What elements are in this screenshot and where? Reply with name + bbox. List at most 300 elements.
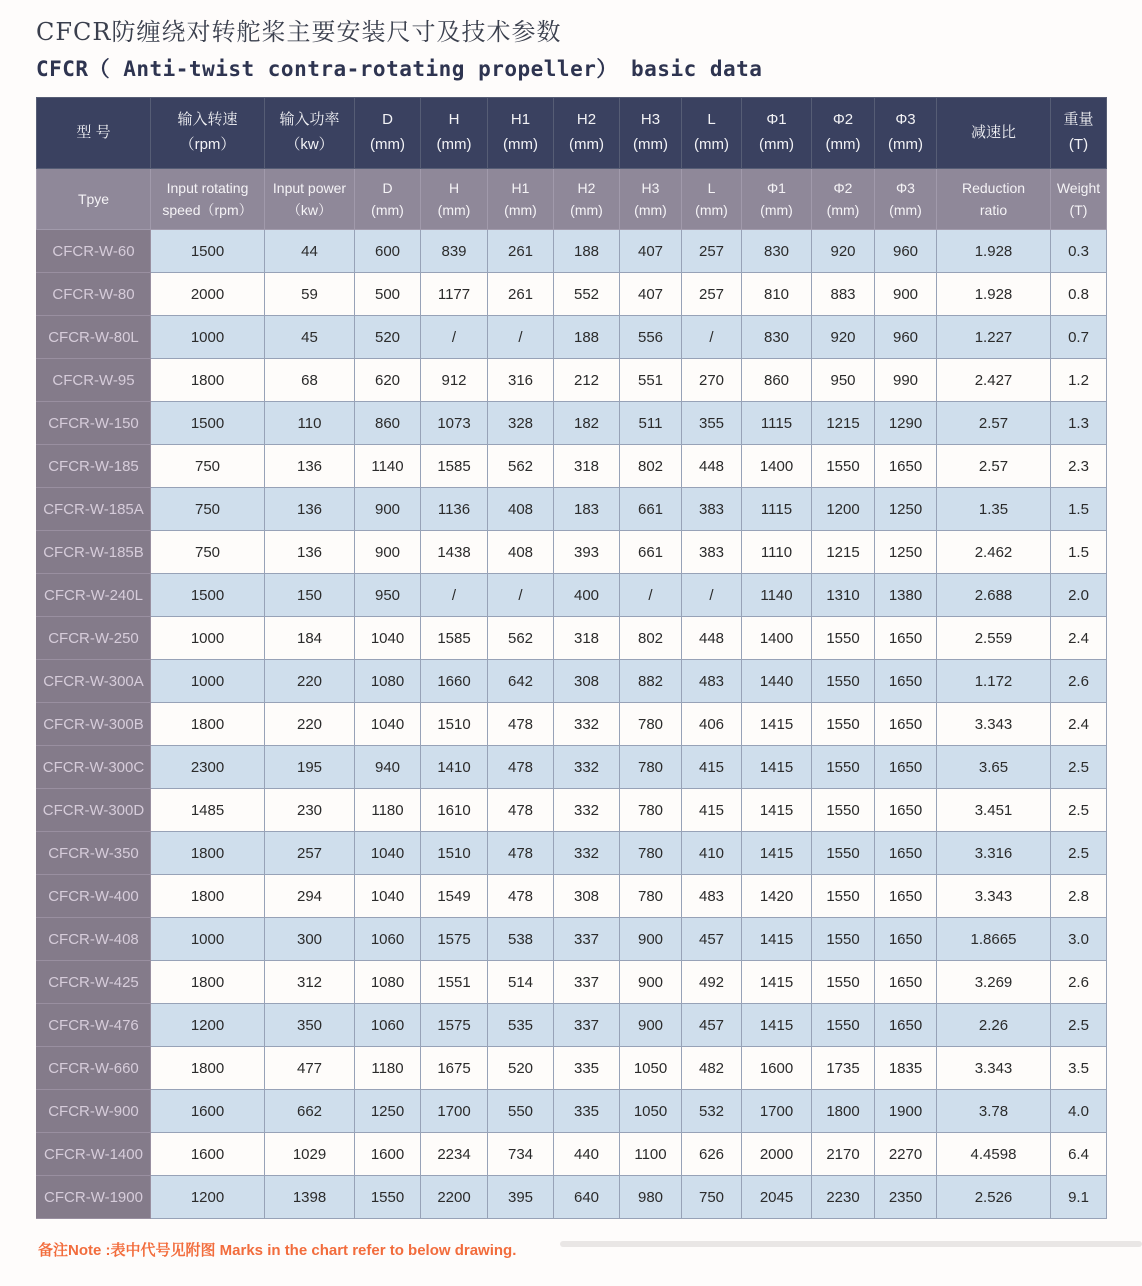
- value-cell: 1550: [812, 961, 875, 1004]
- value-cell: 1650: [875, 660, 937, 703]
- value-cell: 2.427: [937, 359, 1051, 402]
- value-cell: 261: [488, 230, 554, 273]
- value-cell: 1000: [151, 918, 265, 961]
- value-cell: 1440: [742, 660, 812, 703]
- value-cell: 562: [488, 617, 554, 660]
- value-cell: 1000: [151, 617, 265, 660]
- value-cell: 1500: [151, 402, 265, 445]
- value-cell: 1585: [421, 445, 488, 488]
- value-cell: 308: [554, 875, 620, 918]
- value-cell: 294: [265, 875, 355, 918]
- value-cell: 383: [682, 531, 742, 574]
- value-cell: 407: [620, 230, 682, 273]
- value-cell: 1029: [265, 1133, 355, 1176]
- value-cell: 1550: [812, 660, 875, 703]
- value-cell: 300: [265, 918, 355, 961]
- value-cell: 556: [620, 316, 682, 359]
- table-row: [37, 918, 1107, 961]
- value-cell: 492: [682, 961, 742, 1004]
- value-cell: 1415: [742, 832, 812, 875]
- table-row: [37, 488, 1107, 531]
- value-cell: 1180: [355, 789, 421, 832]
- value-cell: 183: [554, 488, 620, 531]
- value-cell: 1400: [742, 617, 812, 660]
- value-cell: 1600: [742, 1047, 812, 1090]
- value-cell: 1610: [421, 789, 488, 832]
- value-cell: 1073: [421, 402, 488, 445]
- value-cell: 318: [554, 617, 620, 660]
- value-cell: 661: [620, 531, 682, 574]
- value-cell: 1415: [742, 703, 812, 746]
- value-cell: 270: [682, 359, 742, 402]
- value-cell: 1660: [421, 660, 488, 703]
- value-cell: 2000: [151, 273, 265, 316]
- value-cell: 6.4: [1051, 1133, 1107, 1176]
- table-row: [37, 402, 1107, 445]
- value-cell: 1140: [742, 574, 812, 617]
- value-cell: 2.4: [1051, 703, 1107, 746]
- value-cell: 335: [554, 1047, 620, 1090]
- value-cell: 1650: [875, 746, 937, 789]
- value-cell: 860: [355, 402, 421, 445]
- value-cell: 1000: [151, 660, 265, 703]
- header-row-cn: [37, 98, 1107, 169]
- model-cell: CFCR-W-95: [37, 359, 151, 402]
- column-header-cn-2: 输入功率 （kw）: [265, 98, 355, 169]
- value-cell: 1800: [151, 703, 265, 746]
- value-cell: 2170: [812, 1133, 875, 1176]
- column-header-cn-13: 重量 (T): [1051, 98, 1107, 169]
- value-cell: 395: [488, 1176, 554, 1219]
- value-cell: 551: [620, 359, 682, 402]
- table-header: [37, 98, 1107, 230]
- value-cell: 538: [488, 918, 554, 961]
- value-cell: 2.6: [1051, 961, 1107, 1004]
- column-header-en-5: H1 (mm): [488, 169, 554, 230]
- page-title-english: CFCR（ Anti-twist contra-rotating propeller） basic data: [36, 57, 763, 81]
- value-cell: 1485: [151, 789, 265, 832]
- model-cell: CFCR-W-408: [37, 918, 151, 961]
- value-cell: 2.4: [1051, 617, 1107, 660]
- model-cell: CFCR-W-60: [37, 230, 151, 273]
- value-cell: 1800: [151, 961, 265, 1004]
- table-row: [37, 316, 1107, 359]
- model-cell: CFCR-W-80: [37, 273, 151, 316]
- value-cell: 3.343: [937, 1047, 1051, 1090]
- value-cell: 1415: [742, 1004, 812, 1047]
- value-cell: 2200: [421, 1176, 488, 1219]
- value-cell: 2300: [151, 746, 265, 789]
- column-header-en-9: Φ1 (mm): [742, 169, 812, 230]
- value-cell: 482: [682, 1047, 742, 1090]
- value-cell: 1500: [151, 230, 265, 273]
- value-cell: 1140: [355, 445, 421, 488]
- value-cell: 552: [554, 273, 620, 316]
- column-header-cn-5: H1 (mm): [488, 98, 554, 169]
- value-cell: 1600: [151, 1133, 265, 1176]
- value-cell: 1800: [151, 1047, 265, 1090]
- value-cell: 1200: [812, 488, 875, 531]
- value-cell: 408: [488, 488, 554, 531]
- value-cell: 337: [554, 961, 620, 1004]
- value-cell: /: [488, 316, 554, 359]
- value-cell: 900: [355, 531, 421, 574]
- table-row: [37, 832, 1107, 875]
- value-cell: 2.5: [1051, 1004, 1107, 1047]
- value-cell: 830: [742, 316, 812, 359]
- value-cell: 802: [620, 617, 682, 660]
- value-cell: 393: [554, 531, 620, 574]
- value-cell: 734: [488, 1133, 554, 1176]
- column-header-en-7: H3 (mm): [620, 169, 682, 230]
- value-cell: 440: [554, 1133, 620, 1176]
- table-row: [37, 789, 1107, 832]
- value-cell: 2.5: [1051, 832, 1107, 875]
- value-cell: 1735: [812, 1047, 875, 1090]
- value-cell: 1250: [875, 488, 937, 531]
- value-cell: 9.1: [1051, 1176, 1107, 1219]
- value-cell: 2.5: [1051, 789, 1107, 832]
- column-header-cn-6: H2 (mm): [554, 98, 620, 169]
- value-cell: 1415: [742, 961, 812, 1004]
- value-cell: 780: [620, 746, 682, 789]
- value-cell: 1800: [151, 832, 265, 875]
- value-cell: 2045: [742, 1176, 812, 1219]
- model-cell: CFCR-W-300A: [37, 660, 151, 703]
- value-cell: 2.3: [1051, 445, 1107, 488]
- value-cell: 1380: [875, 574, 937, 617]
- table-row: [37, 1133, 1107, 1176]
- column-header-cn-9: Φ1 (mm): [742, 98, 812, 169]
- value-cell: 1177: [421, 273, 488, 316]
- value-cell: 2.6: [1051, 660, 1107, 703]
- value-cell: 780: [620, 832, 682, 875]
- column-header-en-8: L (mm): [682, 169, 742, 230]
- value-cell: 337: [554, 918, 620, 961]
- value-cell: 478: [488, 875, 554, 918]
- value-cell: 1550: [812, 445, 875, 488]
- value-cell: 415: [682, 789, 742, 832]
- value-cell: 257: [265, 832, 355, 875]
- value-cell: 1215: [812, 402, 875, 445]
- value-cell: 1550: [812, 832, 875, 875]
- value-cell: 2.26: [937, 1004, 1051, 1047]
- value-cell: 1250: [875, 531, 937, 574]
- column-header-cn-1: 输入转速 （rpm）: [151, 98, 265, 169]
- table-row: [37, 1176, 1107, 1219]
- column-header-en-13: Weight (T): [1051, 169, 1107, 230]
- value-cell: 1060: [355, 1004, 421, 1047]
- model-cell: CFCR-W-425: [37, 961, 151, 1004]
- table-row: [37, 875, 1107, 918]
- value-cell: 415: [682, 746, 742, 789]
- model-cell: CFCR-W-476: [37, 1004, 151, 1047]
- value-cell: 136: [265, 488, 355, 531]
- value-cell: 1000: [151, 316, 265, 359]
- value-cell: 0.3: [1051, 230, 1107, 273]
- value-cell: 1575: [421, 1004, 488, 1047]
- value-cell: 1110: [742, 531, 812, 574]
- value-cell: 448: [682, 617, 742, 660]
- value-cell: 1060: [355, 918, 421, 961]
- value-cell: 478: [488, 789, 554, 832]
- value-cell: 4.0: [1051, 1090, 1107, 1133]
- value-cell: 400: [554, 574, 620, 617]
- value-cell: 1700: [421, 1090, 488, 1133]
- value-cell: 332: [554, 832, 620, 875]
- value-cell: /: [620, 574, 682, 617]
- next-section-edge: [560, 1241, 1142, 1247]
- value-cell: /: [488, 574, 554, 617]
- column-header-en-10: Φ2 (mm): [812, 169, 875, 230]
- value-cell: 1900: [875, 1090, 937, 1133]
- value-cell: 1080: [355, 961, 421, 1004]
- column-header-cn-7: H3 (mm): [620, 98, 682, 169]
- value-cell: 2.5: [1051, 746, 1107, 789]
- column-header-en-4: H (mm): [421, 169, 488, 230]
- value-cell: 2230: [812, 1176, 875, 1219]
- value-cell: 642: [488, 660, 554, 703]
- model-cell: CFCR-W-80L: [37, 316, 151, 359]
- value-cell: 136: [265, 531, 355, 574]
- value-cell: 316: [488, 359, 554, 402]
- value-cell: 1.2: [1051, 359, 1107, 402]
- value-cell: 1.172: [937, 660, 1051, 703]
- model-cell: CFCR-W-300D: [37, 789, 151, 832]
- value-cell: 68: [265, 359, 355, 402]
- footnote: 备注Note :表中代号见附图 Marks in the chart refer to below drawing.: [38, 1242, 517, 1259]
- value-cell: 562: [488, 445, 554, 488]
- value-cell: 1551: [421, 961, 488, 1004]
- table-row: [37, 1047, 1107, 1090]
- value-cell: 900: [620, 1004, 682, 1047]
- value-cell: 1800: [151, 359, 265, 402]
- value-cell: 2234: [421, 1133, 488, 1176]
- value-cell: 150: [265, 574, 355, 617]
- value-cell: 1438: [421, 531, 488, 574]
- value-cell: 1510: [421, 832, 488, 875]
- value-cell: 990: [875, 359, 937, 402]
- header-row-en: [37, 169, 1107, 230]
- value-cell: 883: [812, 273, 875, 316]
- value-cell: 457: [682, 1004, 742, 1047]
- value-cell: 626: [682, 1133, 742, 1176]
- value-cell: 212: [554, 359, 620, 402]
- value-cell: 860: [742, 359, 812, 402]
- value-cell: 448: [682, 445, 742, 488]
- value-cell: 520: [488, 1047, 554, 1090]
- value-cell: 2.57: [937, 402, 1051, 445]
- column-header-cn-0: 型 号: [37, 98, 151, 169]
- table-row: [37, 961, 1107, 1004]
- value-cell: 337: [554, 1004, 620, 1047]
- column-header-en-6: H2 (mm): [554, 169, 620, 230]
- value-cell: 780: [620, 875, 682, 918]
- value-cell: 839: [421, 230, 488, 273]
- value-cell: 950: [812, 359, 875, 402]
- value-cell: 1200: [151, 1004, 265, 1047]
- model-cell: CFCR-W-1900: [37, 1176, 151, 1219]
- table-row: [37, 1004, 1107, 1047]
- value-cell: 1200: [151, 1176, 265, 1219]
- column-header-en-3: D (mm): [355, 169, 421, 230]
- value-cell: 2270: [875, 1133, 937, 1176]
- value-cell: 750: [151, 488, 265, 531]
- value-cell: 1250: [355, 1090, 421, 1133]
- value-cell: 900: [875, 273, 937, 316]
- value-cell: 2.0: [1051, 574, 1107, 617]
- value-cell: 332: [554, 746, 620, 789]
- value-cell: 1550: [812, 746, 875, 789]
- value-cell: 3.343: [937, 703, 1051, 746]
- value-cell: 407: [620, 273, 682, 316]
- value-cell: 45: [265, 316, 355, 359]
- value-cell: 1.5: [1051, 531, 1107, 574]
- value-cell: 900: [620, 918, 682, 961]
- value-cell: 477: [265, 1047, 355, 1090]
- value-cell: 483: [682, 660, 742, 703]
- value-cell: 1.8665: [937, 918, 1051, 961]
- value-cell: 182: [554, 402, 620, 445]
- value-cell: 2000: [742, 1133, 812, 1176]
- value-cell: 1415: [742, 746, 812, 789]
- value-cell: 2.688: [937, 574, 1051, 617]
- value-cell: /: [421, 316, 488, 359]
- table-row: [37, 273, 1107, 316]
- column-header-en-0: Tpye: [37, 169, 151, 230]
- value-cell: 350: [265, 1004, 355, 1047]
- column-header-cn-8: L (mm): [682, 98, 742, 169]
- value-cell: 1550: [812, 617, 875, 660]
- value-cell: 511: [620, 402, 682, 445]
- table-row: [37, 746, 1107, 789]
- value-cell: 3.316: [937, 832, 1051, 875]
- value-cell: 535: [488, 1004, 554, 1047]
- value-cell: 514: [488, 961, 554, 1004]
- value-cell: 410: [682, 832, 742, 875]
- value-cell: 1650: [875, 832, 937, 875]
- model-cell: CFCR-W-300C: [37, 746, 151, 789]
- value-cell: 1835: [875, 1047, 937, 1090]
- value-cell: 750: [682, 1176, 742, 1219]
- value-cell: 950: [355, 574, 421, 617]
- value-cell: 1550: [812, 918, 875, 961]
- value-cell: 1.928: [937, 273, 1051, 316]
- value-cell: 1600: [355, 1133, 421, 1176]
- value-cell: 457: [682, 918, 742, 961]
- value-cell: 1100: [620, 1133, 682, 1176]
- value-cell: 1650: [875, 918, 937, 961]
- model-cell: CFCR-W-185A: [37, 488, 151, 531]
- model-cell: CFCR-W-240L: [37, 574, 151, 617]
- value-cell: 1550: [812, 1004, 875, 1047]
- value-cell: 332: [554, 789, 620, 832]
- value-cell: /: [682, 316, 742, 359]
- value-cell: 1.5: [1051, 488, 1107, 531]
- page-title-chinese: CFCR防缠绕对转舵桨主要安装尺寸及技术参数: [36, 18, 562, 46]
- model-cell: CFCR-W-900: [37, 1090, 151, 1133]
- value-cell: 220: [265, 703, 355, 746]
- column-header-cn-12: 减速比: [937, 98, 1051, 169]
- value-cell: 1136: [421, 488, 488, 531]
- spec-table: [36, 97, 1107, 1219]
- value-cell: 257: [682, 230, 742, 273]
- value-cell: 1040: [355, 703, 421, 746]
- value-cell: 1650: [875, 875, 937, 918]
- model-cell: CFCR-W-185B: [37, 531, 151, 574]
- value-cell: 1675: [421, 1047, 488, 1090]
- value-cell: 802: [620, 445, 682, 488]
- value-cell: 940: [355, 746, 421, 789]
- value-cell: 1550: [812, 703, 875, 746]
- value-cell: 408: [488, 531, 554, 574]
- column-header-cn-4: H (mm): [421, 98, 488, 169]
- value-cell: 1650: [875, 961, 937, 1004]
- value-cell: 483: [682, 875, 742, 918]
- value-cell: 912: [421, 359, 488, 402]
- value-cell: 1650: [875, 703, 937, 746]
- value-cell: 406: [682, 703, 742, 746]
- model-cell: CFCR-W-185: [37, 445, 151, 488]
- column-header-cn-3: D (mm): [355, 98, 421, 169]
- column-header-en-1: Input rotating speed（rpm）: [151, 169, 265, 230]
- value-cell: 3.343: [937, 875, 1051, 918]
- table-row: [37, 1090, 1107, 1133]
- value-cell: 1400: [742, 445, 812, 488]
- value-cell: 136: [265, 445, 355, 488]
- model-cell: CFCR-W-350: [37, 832, 151, 875]
- value-cell: 1549: [421, 875, 488, 918]
- value-cell: 1040: [355, 875, 421, 918]
- value-cell: 1050: [620, 1090, 682, 1133]
- value-cell: 620: [355, 359, 421, 402]
- value-cell: 59: [265, 273, 355, 316]
- value-cell: 1650: [875, 789, 937, 832]
- value-cell: 810: [742, 273, 812, 316]
- value-cell: 230: [265, 789, 355, 832]
- value-cell: 3.451: [937, 789, 1051, 832]
- value-cell: 335: [554, 1090, 620, 1133]
- value-cell: 312: [265, 961, 355, 1004]
- column-header-cn-10: Φ2 (mm): [812, 98, 875, 169]
- value-cell: 532: [682, 1090, 742, 1133]
- value-cell: 188: [554, 230, 620, 273]
- value-cell: 3.5: [1051, 1047, 1107, 1090]
- value-cell: 780: [620, 789, 682, 832]
- value-cell: 830: [742, 230, 812, 273]
- table-row: [37, 531, 1107, 574]
- value-cell: 4.4598: [937, 1133, 1051, 1176]
- value-cell: 2.57: [937, 445, 1051, 488]
- value-cell: 600: [355, 230, 421, 273]
- value-cell: 1800: [151, 875, 265, 918]
- model-cell: CFCR-W-400: [37, 875, 151, 918]
- value-cell: 1550: [355, 1176, 421, 1219]
- value-cell: 1650: [875, 445, 937, 488]
- value-cell: 355: [682, 402, 742, 445]
- value-cell: 1800: [812, 1090, 875, 1133]
- value-cell: 661: [620, 488, 682, 531]
- value-cell: 328: [488, 402, 554, 445]
- value-cell: 1415: [742, 789, 812, 832]
- value-cell: 220: [265, 660, 355, 703]
- value-cell: 1115: [742, 488, 812, 531]
- value-cell: 1115: [742, 402, 812, 445]
- value-cell: 1650: [875, 1004, 937, 1047]
- value-cell: /: [682, 574, 742, 617]
- table-row: [37, 445, 1107, 488]
- value-cell: 3.65: [937, 746, 1051, 789]
